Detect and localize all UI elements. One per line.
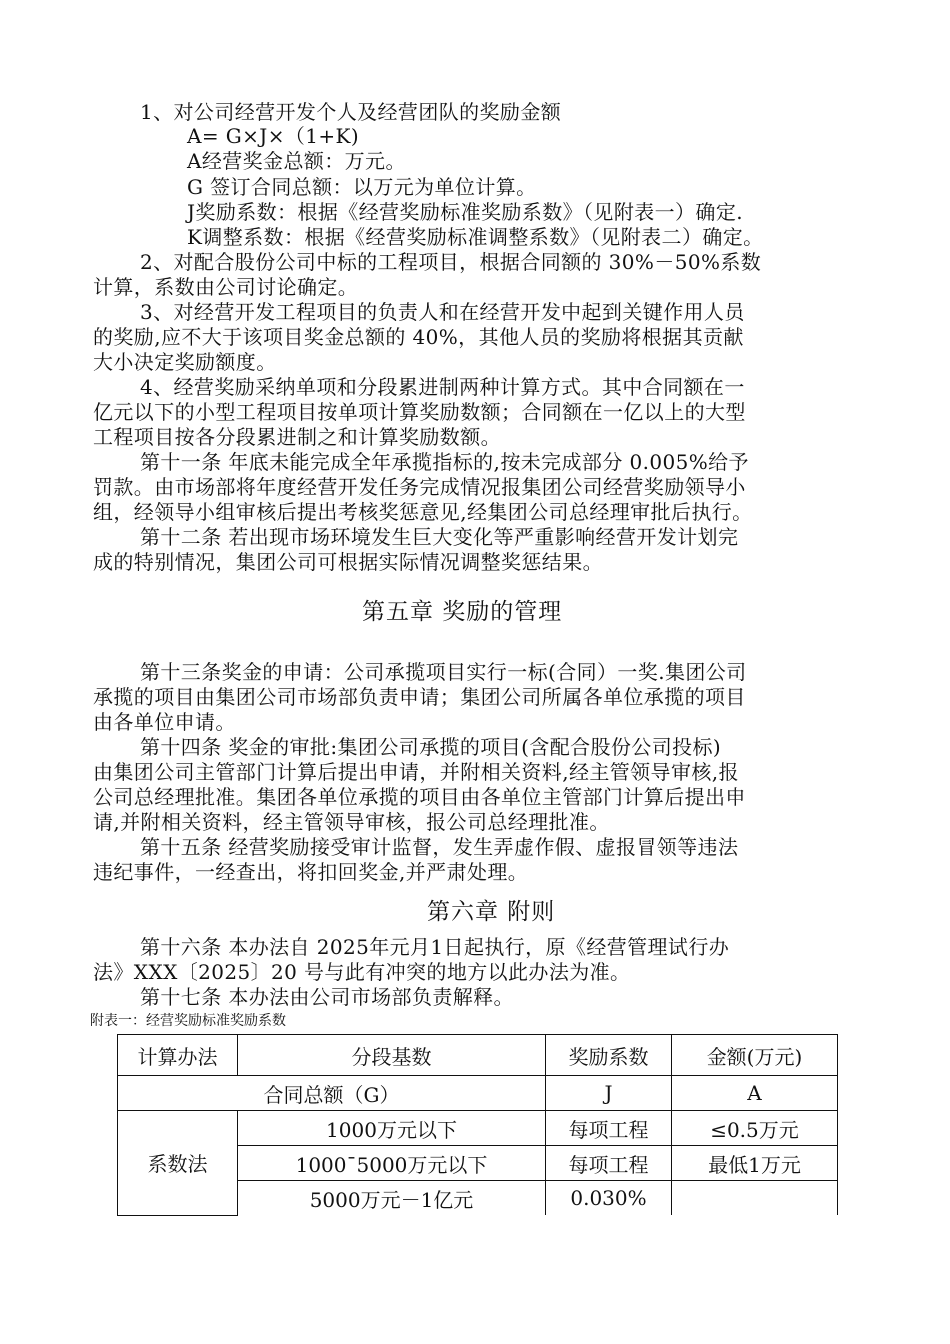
- paragraph-line: 计算，系数由公司讨论确定。: [93, 275, 359, 299]
- table-cell: 1000¯5000万元以下: [238, 1146, 546, 1181]
- table-cell: 0.030%: [546, 1181, 672, 1216]
- paragraph-line: 组，经领导小组审核后提出考核奖惩意见,经集团公司总经理审批后执行。: [93, 500, 753, 524]
- method-cell: 系数法: [118, 1111, 238, 1216]
- paragraph-line: 亿元以下的小型工程项目按单项计算奖励数额；合同额在一亿以上的大型: [93, 400, 746, 424]
- paragraph-line: 4、经营奖励采纳单项和分段累进制两种计算方式。其中合同额在一: [140, 375, 745, 399]
- header-cell: 分段基数: [238, 1035, 546, 1076]
- paragraph-line: 3、对经营开发工程项目的负责人和在经营开发中起到关键作用人员: [140, 300, 745, 324]
- table-cell: 1000万元以下: [238, 1111, 546, 1146]
- paragraph-line: 成的特别情况，集团公司可根据实际情况调整奖惩结果。: [93, 550, 603, 574]
- table-cell: 合同总额（G）: [118, 1076, 546, 1111]
- header-cell: 计算办法: [118, 1035, 238, 1076]
- paragraph-line: 由各单位申请。: [93, 710, 236, 734]
- paragraph-line: 由集团公司主管部门计算后提出申请，并附相关资料,经主管领导审核,报: [93, 760, 739, 784]
- paragraph-line: 法》XXX〔2025〕20 号与此有冲突的地方以此办法为准。: [93, 960, 631, 984]
- formula-definition: J奖励系数：根据《经营奖励标准奖励系数》（见附表一）确定.: [187, 200, 743, 224]
- paragraph-line: 第十六条 本办法自 2025年元月1日起执行，原《经营管理试行办: [140, 935, 730, 959]
- table-cell: 最低1万元: [672, 1146, 838, 1181]
- table-caption: 附表一：经营奖励标准奖励系数: [90, 1013, 286, 1029]
- table-cell: ≤0.5万元: [672, 1111, 838, 1146]
- paragraph-line: 公司总经理批准。集团各单位承揽的项目由各单位主管部门计算后提出申: [93, 785, 746, 809]
- paragraph-line: 2、对配合股份公司中标的工程项目，根据合同额的 30%－50%系数: [140, 250, 762, 274]
- paragraph-line: 工程项目按各分段累进制之和计算奖励数额。: [93, 425, 501, 449]
- award-coefficient-table: [117, 1034, 838, 1216]
- chapter-heading: 第六章 附则: [427, 899, 556, 925]
- table-row: [118, 1076, 838, 1111]
- paragraph-line: 第十五条 经营奖励接受审计监督，发生弄虚作假、虚报冒领等违法: [140, 835, 739, 859]
- formula-definition: A经营奖金总额：万元。: [187, 149, 406, 173]
- formula-definition: G 签订合同总额：以万元为单位计算。: [187, 175, 537, 199]
- paragraph-line: 第十四条 奖金的审批:集团公司承揽的项目(含配合股份公司投标): [140, 735, 722, 759]
- table-cell: 5000万元－1亿元: [238, 1181, 546, 1216]
- table-cell: A: [672, 1076, 838, 1111]
- table-cell: [672, 1181, 838, 1216]
- paragraph-line: 请,并附相关资料，经主管领导审核，报公司总经理批准。: [93, 810, 610, 834]
- table-cell: 每项工程: [546, 1111, 672, 1146]
- paragraph-line: 第十一条 年底未能完成全年承揽指标的,按未完成部分 0.005%给予: [140, 450, 749, 474]
- formula-line: A= G×J×（1+K): [187, 124, 360, 148]
- paragraph-line: 第十七条 本办法由公司市场部负责解释。: [140, 985, 514, 1009]
- paragraph-line: 罚款。由市场部将年度经营开发任务完成情况报集团公司经营奖励领导小: [93, 475, 746, 499]
- paragraph-line: 大小决定奖励额度。: [93, 350, 277, 374]
- paragraph-line: 第十三条奖金的申请：公司承揽项目实行一标(合同）一奖.集团公司: [140, 660, 747, 684]
- paragraph-line: 承揽的项目由集团公司市场部负责申请；集团公司所属各单位承揽的项目: [93, 685, 746, 709]
- table-cell: 每项工程: [546, 1146, 672, 1181]
- table-cell: J: [546, 1076, 672, 1111]
- formula-definition: K调整系数：根据《经营奖励标准调整系数》（见附表二）确定。: [187, 225, 764, 249]
- paragraph-line: 1、对公司经营开发个人及经营团队的奖励金额: [140, 100, 562, 124]
- paragraph-line: 违纪事件，一经查出，将扣回奖金,并严肃处理。: [93, 860, 529, 884]
- paragraph-line: 的奖励,应不大于该项目奖金总额的 40%，其他人员的奖励将根据其贡献: [93, 325, 744, 349]
- header-cell: 奖励系数: [546, 1035, 672, 1076]
- header-cell: 金额(万元): [672, 1035, 838, 1076]
- table-row: [118, 1111, 838, 1146]
- paragraph-line: 第十二条 若出现市场环境发生巨大变化等严重影响经营开发计划完: [140, 525, 739, 549]
- table-header-row: [118, 1035, 838, 1076]
- chapter-heading: 第五章 奖励的管理: [362, 599, 563, 625]
